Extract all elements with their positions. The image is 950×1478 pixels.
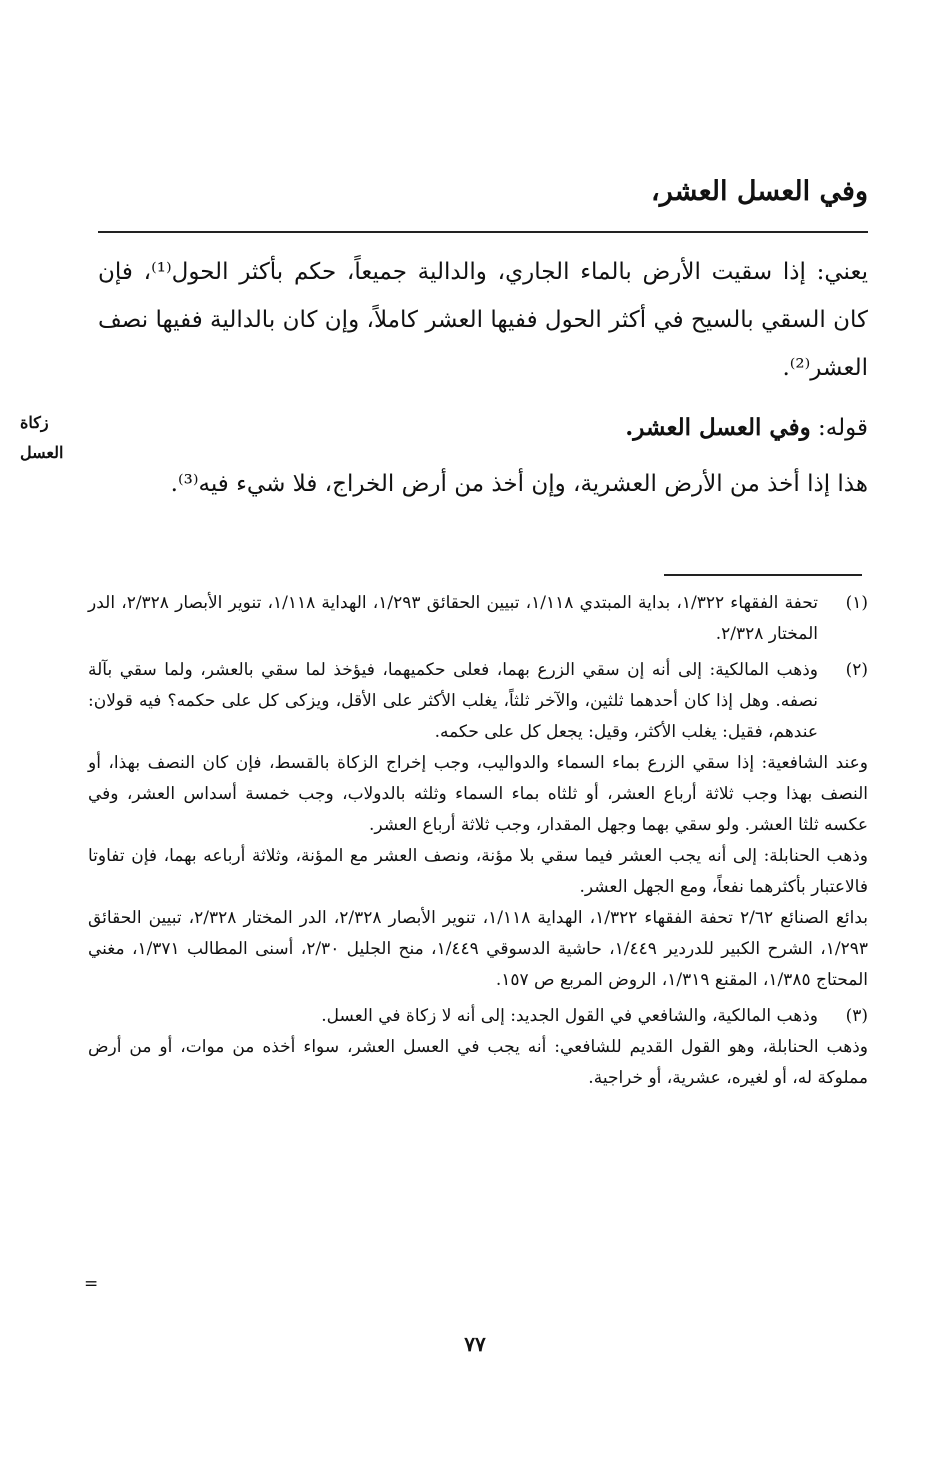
footnote-divider (664, 574, 862, 576)
footnote-3 (88, 1001, 868, 1094)
margin-note (20, 408, 84, 468)
main-paragraph-1: يعني: إذا سقيت الأرض بالماء الجاري، والدالية جميعاً، حكم بأكثر الحول⁽¹⁾، فإن كان السقي بالسيح في أكثر الحول ففيها العشر كاملاً، وإن كان بالدالية ففيها نصف العشر⁽²⁾. (98, 259, 868, 381)
footnote-number: (٢) (845, 660, 868, 680)
quote-text: وفي العسل العشر. (625, 414, 811, 441)
footnotes (88, 588, 868, 1094)
quote-label: قوله: (818, 415, 868, 441)
footnote-text: وذهب المالكية، والشافعي في القول الجديد: إلى أنه لا زكاة في العسل. (321, 1006, 818, 1026)
footnote-shafii-paragraph: وعند الشافعية: إذا سقي الزرع بماء السماء والدواليب، وجب إخراج الزكاة بالقسط، فإن كان النصف بهذا، أو النصف بهذا وجب ثلاثة أرباع العشر، أو ثلثاه بماء السماء وثلثه بالدولاب، وجب خمسة أسداس العشر، وفي عكسه ثلثا العشر. ولو سقي بهما وجهل المقدار، وجب ثلاثة أرباع العشر. (88, 753, 868, 835)
footnote-1 (88, 588, 868, 650)
footnote-references: بدائع الصنائع ٢/٦٢ تحفة الفقهاء ١/٣٢٢، الهداية ١/١١٨، تنوير الأبصار ٢/٣٢٨، الدر المختار ٢/٣٢٨، تبيين الحقائق ١/٢٩٣، الشرح الكبير للدردير ١/٤٤٩، حاشية الدسوقي ١/٤٤٩، منح الجليل ٢/٣٠، أسنى المطالب ١/٣٧١، مغني المحتاج ١/٣٨٥، المقنع ١/٣١٩، الروض المربع ص ١٥٧. (88, 908, 869, 990)
footnote-number: (١) (845, 593, 868, 613)
footnote-continuation: وذهب الحنابلة، وهو القول القديم للشافعي: أنه يجب في العسل العشر، سواء أخذه من موات، أو من أرض مملوكة له، أو لغيره، عشرية، أو خراجية. (88, 1037, 868, 1088)
header-divider (98, 231, 868, 233)
margin-note-line-1: زكاة (20, 413, 49, 432)
footnote-text: وذهب المالكية: إلى أنه إن سقي الزرع بهما، فعلى حكميهما، فيؤخذ لما سقي بالعشر، ولما سقي بآلة نصفه. وهل إذا كان أحدهما ثلثين، والآخر ثلثاً، يغلب الأكثر على الأقل، ويزكى كل على حكمه؟ فيه قولان: عندهم، فقيل: يغلب الأكثر، وقيل: يجعل كل على حكمه. (88, 660, 818, 742)
section-title: وفي العسل العشر، (651, 176, 868, 207)
continuation-mark: = (84, 1274, 99, 1294)
footnote-hanbali-paragraph: وذهب الحنابلة: إلى أنه يجب العشر فيما سقي بلا مؤنة، ونصف العشر مع المؤنة، وثلاثة أرباعه بهما، فإن تفاوتا فالاعتبار بأكثرهما نفعاً، ومع الجهل العشر. (88, 846, 868, 897)
footnote-number: (٣) (845, 1006, 868, 1026)
margin-note-line-2: العسل (20, 443, 64, 462)
page-number: ٧٧ (464, 1332, 486, 1356)
footnote-text: تحفة الفقهاء ١/٣٢٢، بداية المبتدي ١/١١٨، تبيين الحقائق ١/٢٩٣، الهداية ١/١١٨، تنوير الأبصار ٢/٣٢٨، الدر المختار ٢/٣٢٨. (88, 593, 818, 644)
main-paragraph-3: هذا إذا أخذ من الأرض العشرية، وإن أخذ من أرض الخراج، فلا شيء فيه⁽³⁾. (170, 471, 868, 497)
footnote-2 (88, 655, 868, 996)
quote-paragraph (98, 404, 868, 452)
